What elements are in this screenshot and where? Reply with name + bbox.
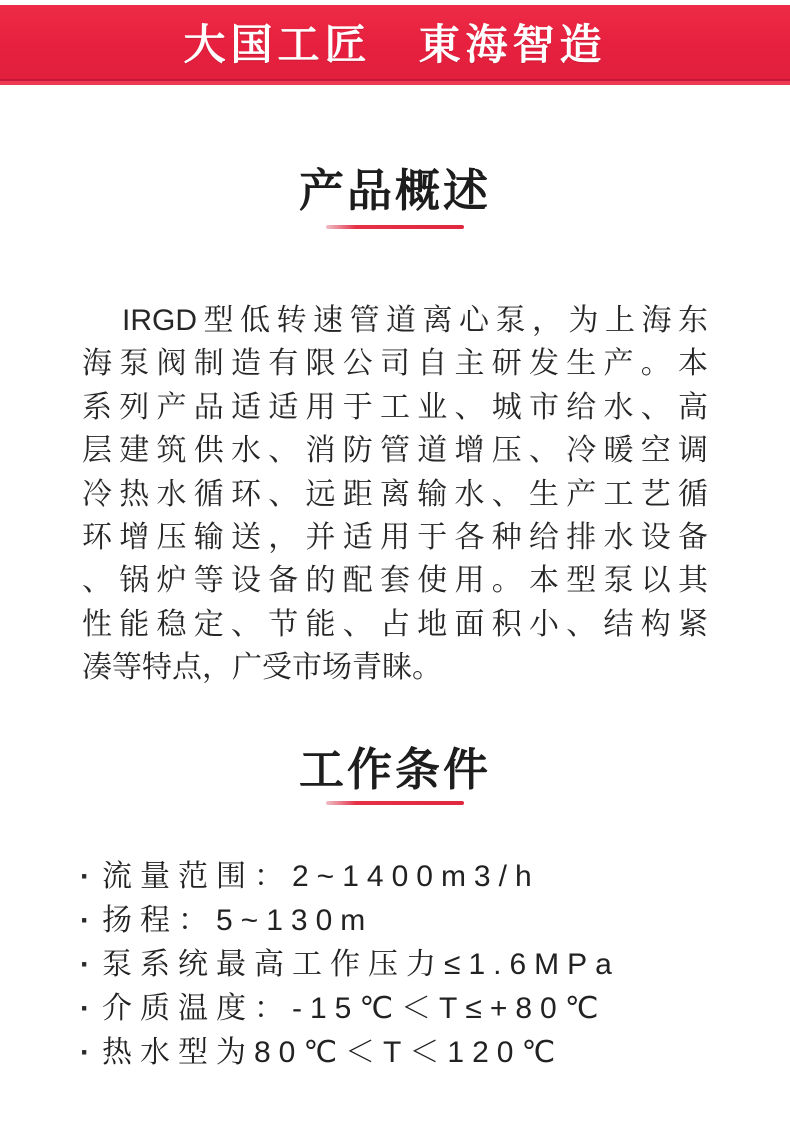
condition-text: 热水型为80℃＜T＜120℃ [102,1035,564,1069]
section-title-overview: 产品概述 [298,165,491,216]
list-item [80,1031,750,1075]
paragraph-line: 层建筑供水、消防管道增压、冷暖空调 [82,434,708,468]
title-underline [326,225,464,229]
overview-paragraph [82,299,708,690]
banner-bottom-strip [0,81,790,85]
list-item [80,943,750,987]
list-item [80,899,750,943]
section-title-conditions: 工作条件 [298,743,491,795]
conditions-list [80,855,750,1075]
paragraph-line: 环增压输送，并适用于各种给排水设备 [82,521,708,555]
condition-text: 扬程：5~130m [102,903,374,937]
paragraph-line: 冷热水循环、远距离输水、生产工艺循 [82,477,708,511]
title-underline [326,801,464,805]
condition-text: 流量范围：2~1400m3/h [102,859,540,893]
bullet-marker-icon: · [80,859,90,893]
paragraph-line: 性能稳定、节能、占地面积小、结构紧 [82,607,708,641]
condition-text: 介质温度：-15℃＜T≤+80℃ [102,991,607,1025]
bullet-marker-icon: · [80,1035,90,1069]
list-item [80,855,750,899]
banner-title: 大国工匠 東海智造 [183,21,607,68]
paragraph-line: 系列产品适适用于工业、城市给水、高 [82,390,708,424]
header-banner-wrap [0,0,790,85]
paragraph-line: 凑等特点，广受市场青睐。 [82,651,442,685]
condition-text: 泵系统最高工作压力≤1.6MPa [102,947,620,981]
section-working-conditions [0,743,790,1075]
paragraph-line: 海泵阀制造有限公司自主研发生产。本 [82,347,708,381]
bullet-marker-icon: · [80,991,90,1025]
header-banner [0,5,790,81]
section-product-overview [0,167,790,690]
bullet-marker-icon: · [80,903,90,937]
paragraph-line: 、锅炉等设备的配套使用。本型泵以其 [82,564,708,598]
paragraph-line: IRGD型低转速管道离心泵，为上海东 [122,304,708,337]
bullet-marker-icon: · [80,947,90,981]
list-item [80,987,750,1031]
